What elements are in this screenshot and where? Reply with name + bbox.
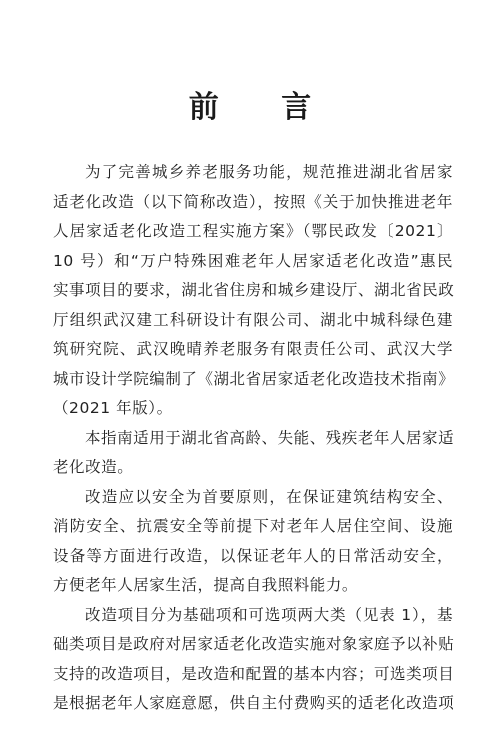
text-line: 10 号）和“万户特殊困难老年人居家适老化改造”惠民 [53,251,453,270]
text-line: 是根据老年人家庭意愿，供自主付费购买的适老化改造项 [53,694,455,712]
text-line: 方便老年人居家生活，提高自我照料能力。 [53,576,358,594]
text-line: 适老化改造（以下简称改造），按照《关于加快推进老年 [53,192,453,211]
text-line: 设备等方面进行改造，以保证老年人的日常活动安全， [53,546,453,565]
text-line: 础类项目是政府对居家适老化改造实施对象家庭予以补贴 [53,635,455,653]
text-line: 消防安全、抗震安全等前提下对老年人居住空间、设施 [53,517,453,535]
page-title: 前 言 [188,90,338,125]
text-line: 厅组织武汉建工科研设计有限公司、湖北中城科绿色建 [53,310,453,329]
text-line: 人居家适老化改造工程实施方案》（鄂民政发〔2021〕 [53,222,453,240]
text-line: 改造项目分为基础项和可选项两大类（见表 1），基 [85,605,453,624]
body-text [53,158,453,719]
text-line: 改造应以安全为首要原则，在保证建筑结构安全、 [85,487,453,506]
text-line: 城市设计学院编制了《湖北省居家适老化改造技术指南》 [53,369,455,388]
text-line: 本指南适用于湖北省高龄、失能、残疾老年人居家适 [85,428,455,447]
text-line: 老化改造。 [53,458,134,476]
text-line: （2021 年版）。 [53,399,173,417]
text-line: 支持的改造项目，是改造和配置的基本内容；可选类项目 [53,664,455,683]
text-line: 筑研究院、武汉晚晴养老服务有限责任公司、武汉大学 [53,340,453,358]
text-line: 实事项目的要求，湖北省住房和城乡建设厅、湖北省民政 [53,281,455,299]
text-line: 为了完善城乡养老服务功能，规范推进湖北省居家 [85,163,453,181]
